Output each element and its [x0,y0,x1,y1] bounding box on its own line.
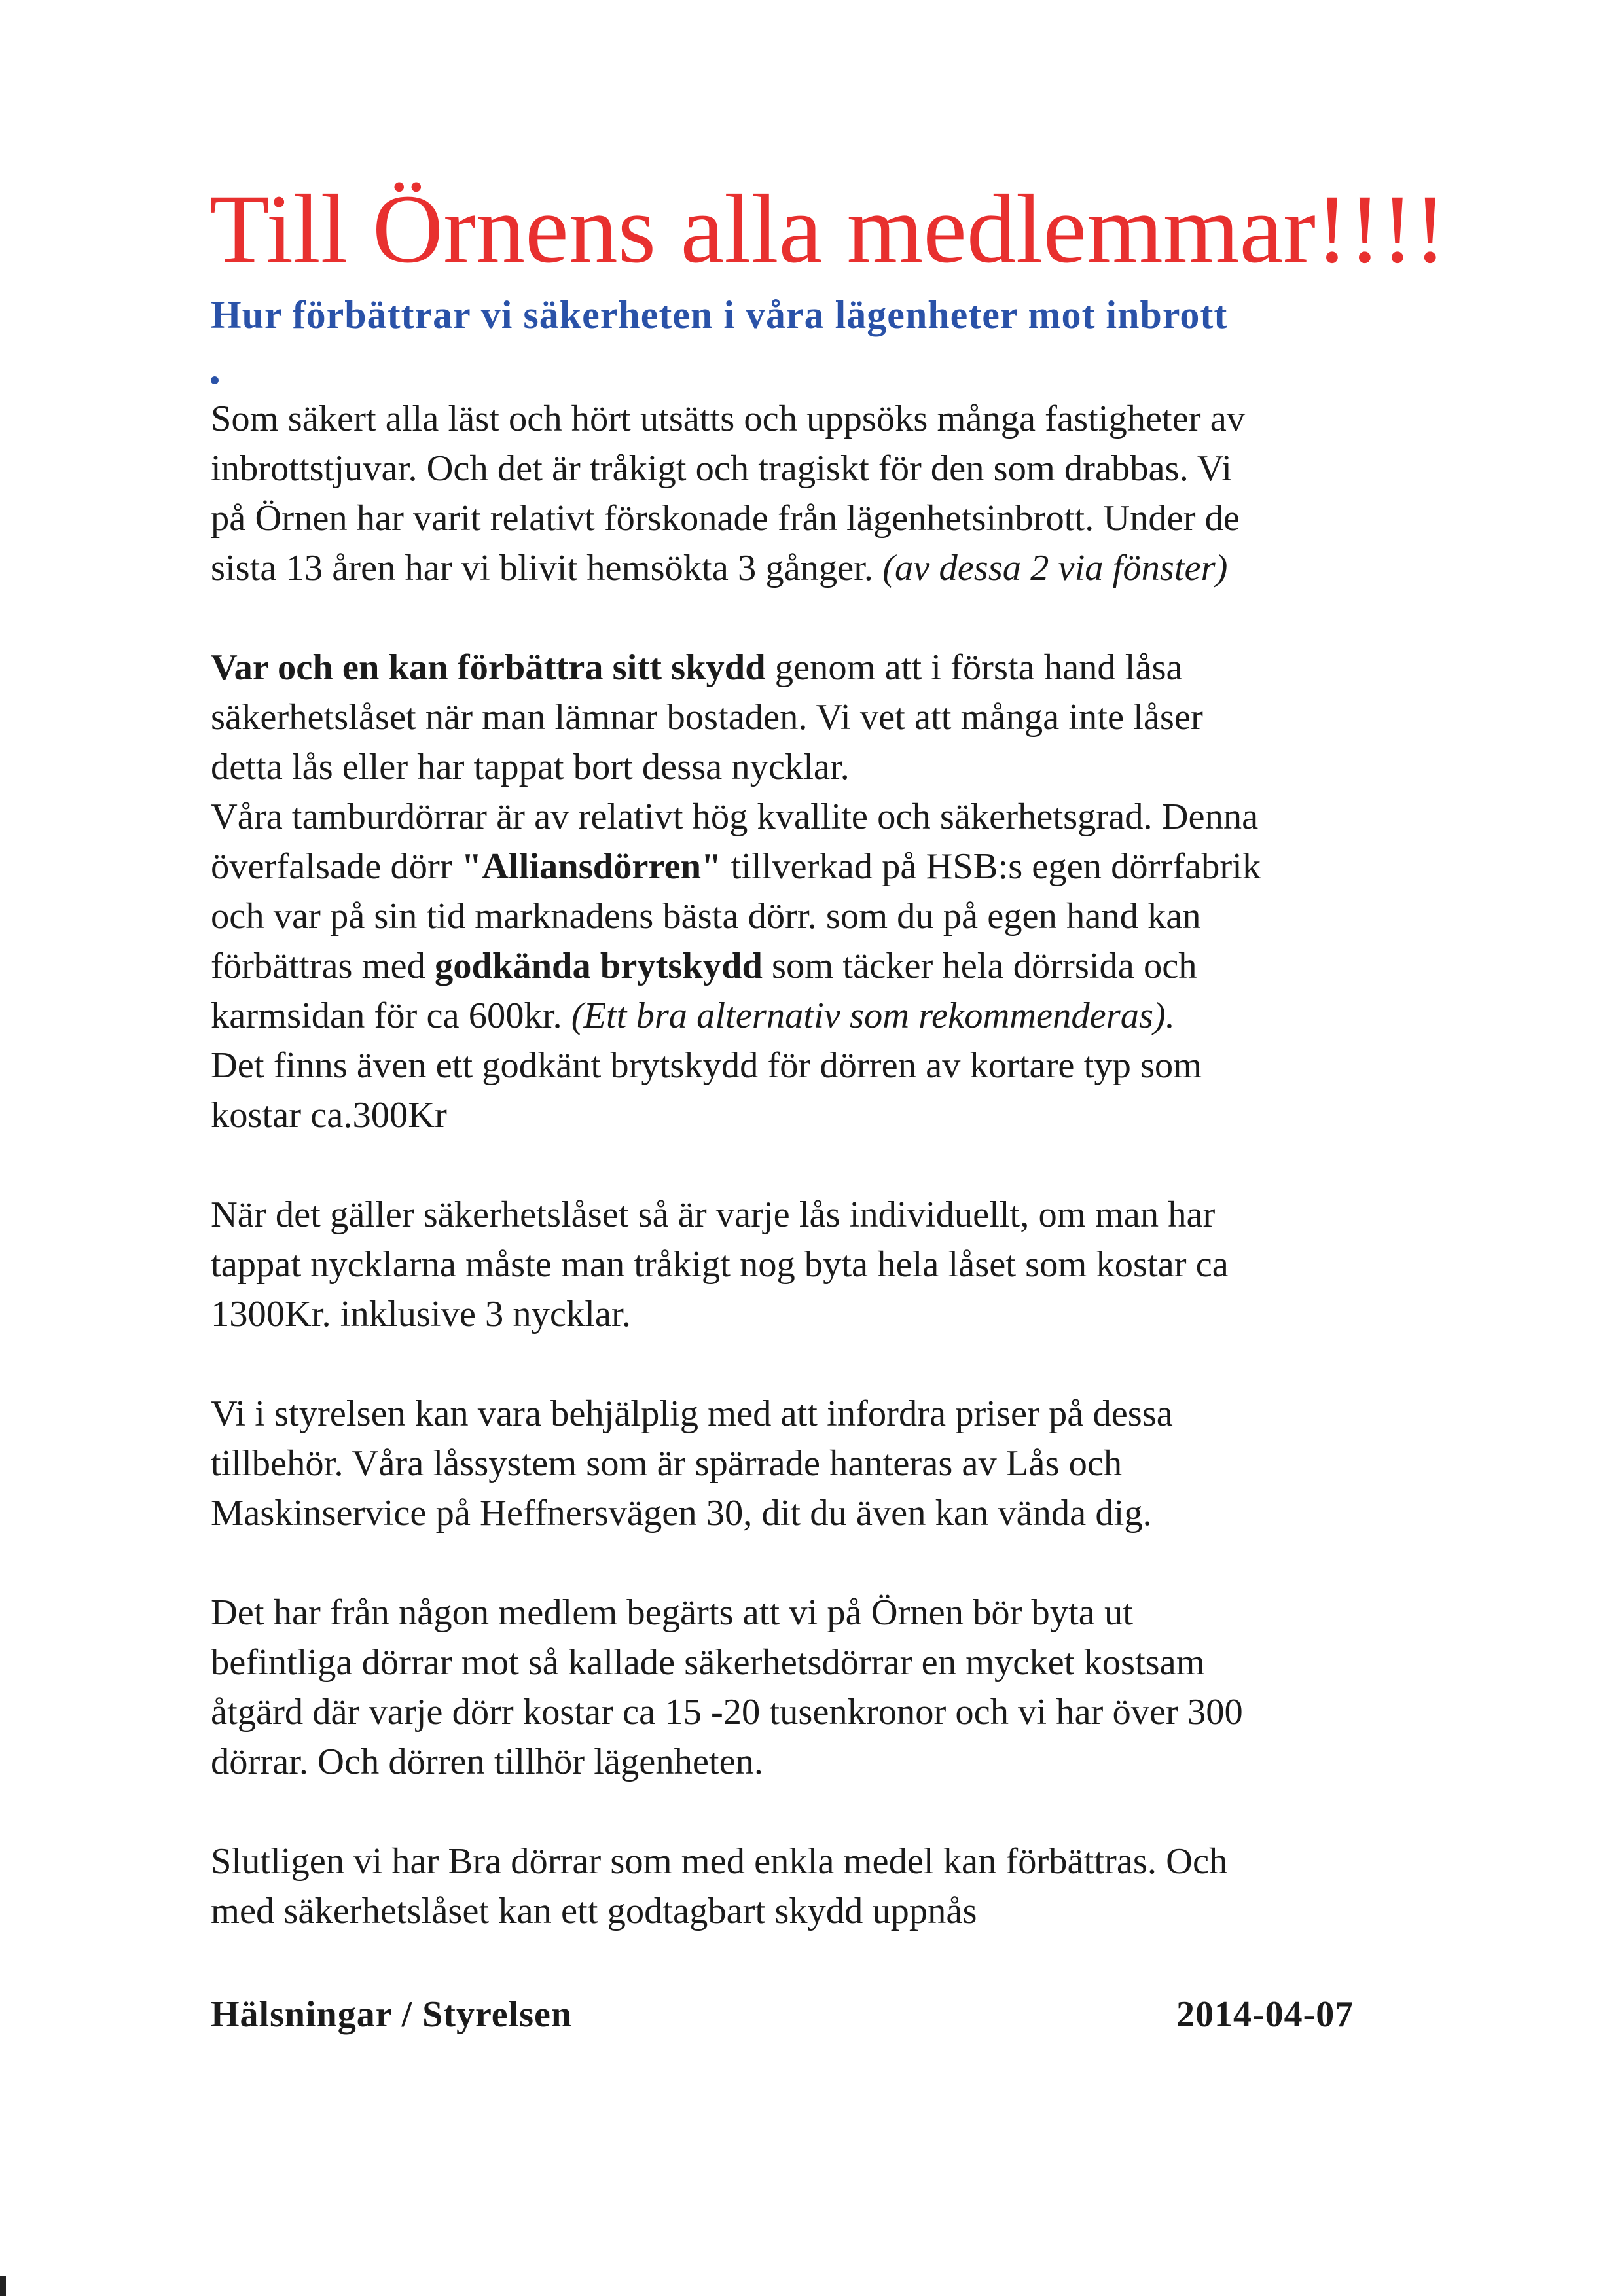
bullet-dot [211,376,219,384]
letter-body [211,394,1454,1936]
paragraph-door-protection [211,643,1454,1140]
paragraph-burglary-intro [211,394,1454,593]
text-segment: som täcker hela dörrsida och [762,946,1197,986]
text-segment: karmsidan för ca 600kr. [211,996,571,1036]
text-line: på Örnen har varit relativt förskonade från lägenhetsinbrott. Under de [211,498,1240,539]
text-segment: överfalsade dörr [211,846,461,887]
text-line: kostar ca.300Kr [211,1095,447,1136]
page-title: Till Örnens alla medlemmar!!!! [209,175,1447,283]
text-segment: förbättras med [211,946,435,986]
bold-phrase: Var och en kan förbättra sitt skydd [211,647,766,688]
text-line: befintliga dörrar mot så kallade säkerhetsdörrar en mycket kostsam [211,1642,1205,1683]
text-line: med säkerhetslåset kan ett godtagbart skydd uppnås [211,1891,977,1931]
text-line: Slutligen vi har Bra dörrar som med enkla medel kan förbättras. Och [211,1841,1228,1882]
text-segment: sista 13 åren har vi blivit hemsökta 3 gånger. [211,548,883,588]
text-line [211,991,1454,1041]
text-line: åtgärd där varje dörr kostar ca 15 -20 tusenkronor och vi har över 300 [211,1692,1243,1732]
text-line: Som säkert alla läst och hört utsätts och uppsöks många fastigheter av [211,399,1246,439]
text-line [211,842,1454,891]
paragraph-security-lock [211,1190,1454,1339]
text-line: Det finns även ett godkänt brytskydd för dörren av kortare typ som [211,1045,1202,1086]
text-line: detta lås eller har tappat bort dessa nycklar. [211,747,850,787]
text-line: tillbehör. Våra låssystem som är spärrade hanteras av Lås och [211,1443,1123,1484]
paragraph-conclusion [211,1837,1454,1936]
text-line: Det har från någon medlem begärts att vi på Örnen bör byta ut [211,1592,1133,1633]
bold-phrase: godkända brytskydd [435,946,763,986]
text-line [211,941,1454,991]
text-line: 1300Kr. inklusive 3 nycklar. [211,1294,631,1335]
text-line: Våra tamburdörrar är av relativt hög kvallite och säkerhetsgrad. Denna [211,797,1259,837]
text-line [211,643,1454,692]
text-line: Vi i styrelsen kan vara behjälplig med att infordra priser på dessa [211,1393,1173,1434]
scan-edge-mark [0,2276,6,2296]
text-line: dörrar. Och dörren tillhör lägenheten. [211,1742,764,1782]
italic-note: (Ett bra alternativ som rekommenderas). [571,996,1175,1036]
paragraph-board-help [211,1389,1454,1538]
text-line: När det gäller säkerhetslåset så är varje lås individuellt, om man har [211,1194,1216,1235]
signature-greeting: Hälsningar / Styrelsen [211,1994,573,2035]
page-subtitle: Hur förbättrar vi säkerheten i våra lägenheter mot inbrott [211,293,1228,336]
text-line: inbrottstjuvar. Och det är tråkigt och tragiskt för den som drabbas. Vi [211,448,1232,489]
text-line: Maskinservice på Heffnersvägen 30, dit du även kan vända dig. [211,1493,1152,1534]
bold-phrase: "Alliansdörren" [461,846,722,887]
letter-date: 2014-04-07 [1176,1994,1354,2035]
text-segment: genom att i första hand låsa [765,647,1183,688]
paragraph-security-doors [211,1588,1454,1787]
text-segment: tillverkad på HSB:s egen dörrfabrik [721,846,1261,887]
text-line: tappat nycklarna måste man tråkigt nog byta hela låset som kostar ca [211,1244,1229,1285]
text-line [211,543,1454,593]
text-line: och var på sin tid marknadens bästa dörr. som du på egen hand kan [211,896,1201,937]
italic-note: (av dessa 2 via fönster) [882,548,1228,588]
text-line: säkerhetslåset när man lämnar bostaden. Vi vet att många inte låser [211,697,1203,738]
